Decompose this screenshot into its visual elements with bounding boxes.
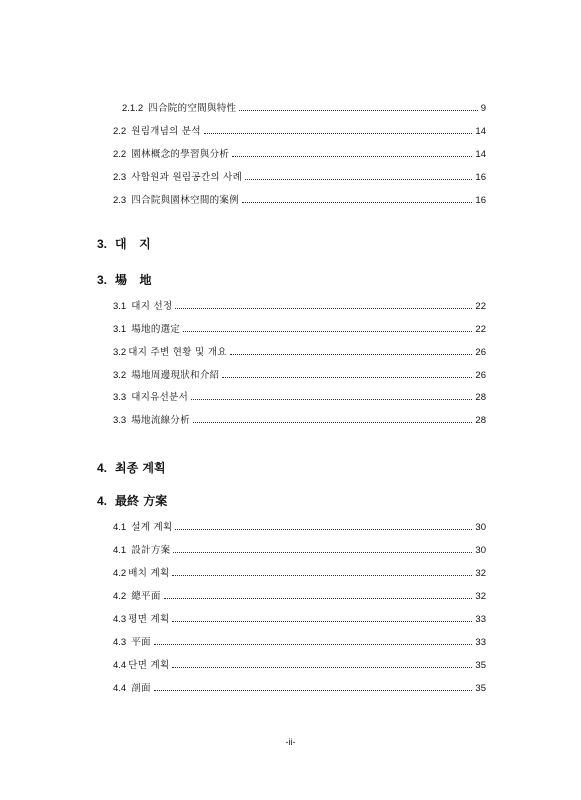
- entry-page: 28: [475, 392, 486, 403]
- toc-entry[interactable]: [113, 300, 486, 313]
- chapter-heading[interactable]: [97, 492, 167, 509]
- toc-entry[interactable]: [113, 682, 486, 695]
- chapter-number: 4.: [97, 461, 108, 475]
- chapter-title: 대 지: [115, 237, 151, 251]
- dot-leader: [175, 300, 472, 309]
- toc-entry[interactable]: [113, 323, 486, 336]
- entry-number: 4.2: [113, 568, 127, 579]
- entry-page: 26: [475, 370, 486, 381]
- chapter-heading[interactable]: [97, 271, 152, 288]
- entry-title: 總平面: [131, 591, 161, 602]
- entry-title: 대지 선정: [131, 301, 173, 312]
- toc-entry[interactable]: [122, 102, 486, 115]
- entry-number: 4.1: [113, 545, 127, 556]
- toc-entry[interactable]: [113, 194, 486, 207]
- dot-leader: [245, 171, 472, 180]
- entry-page: 28: [475, 415, 486, 426]
- chapter-title: 최종 계획: [115, 461, 166, 475]
- entry-title: 園林概念的學習與分析: [131, 149, 230, 160]
- entry-page: 22: [475, 301, 486, 312]
- entry-number: 2.3: [113, 172, 127, 183]
- toc-entry[interactable]: [113, 567, 486, 580]
- dot-leader: [193, 414, 472, 423]
- entry-number: 3.3: [113, 392, 127, 403]
- entry-number: 4.3: [113, 614, 127, 625]
- entry-title: 배치 계획: [128, 568, 170, 579]
- entry-page: 30: [475, 545, 486, 556]
- chapter-number: 3.: [97, 237, 108, 251]
- entry-number: 3.2: [113, 370, 127, 381]
- chapter-title: 場 地: [115, 273, 152, 287]
- chapter-heading[interactable]: [97, 235, 151, 252]
- dot-leader: [239, 102, 477, 111]
- toc-entry[interactable]: [113, 148, 486, 161]
- dot-leader: [164, 590, 473, 599]
- chapter-title: 最終 方案: [115, 494, 168, 508]
- toc-entry[interactable]: [113, 346, 486, 359]
- dot-leader: [175, 521, 472, 530]
- entry-page: 16: [475, 172, 486, 183]
- entry-number: 2.2: [113, 149, 127, 160]
- dot-leader: [204, 125, 473, 134]
- dot-leader: [222, 369, 472, 378]
- entry-page: 33: [475, 614, 486, 625]
- toc-entry[interactable]: [113, 391, 486, 404]
- entry-page: 35: [475, 660, 486, 671]
- entry-page: 16: [475, 195, 486, 206]
- entry-page: 14: [475, 149, 486, 160]
- toc-entry[interactable]: [113, 414, 486, 427]
- page-number: -ii-: [285, 737, 296, 747]
- entry-page: 35: [475, 683, 486, 694]
- dot-leader: [172, 613, 472, 622]
- dot-leader: [173, 544, 472, 553]
- toc-entry[interactable]: [113, 171, 486, 184]
- chapter-number: 3.: [97, 273, 108, 287]
- entry-title: 평면 계획: [128, 614, 170, 625]
- toc-entry[interactable]: [113, 125, 486, 138]
- toc-entry[interactable]: [113, 659, 486, 672]
- entry-page: 33: [475, 637, 486, 648]
- entry-title: 단면 계획: [128, 660, 170, 671]
- entry-title: 場地流線分析: [131, 415, 191, 426]
- entry-title: 대지유선분서: [131, 392, 189, 403]
- entry-number: 3.1: [113, 324, 127, 335]
- entry-page: 26: [475, 347, 486, 358]
- entry-number: 4.4: [113, 683, 127, 694]
- dot-leader: [154, 682, 473, 691]
- entry-title: 設計方案: [131, 545, 171, 556]
- entry-page: 14: [475, 126, 486, 137]
- entry-title: 場地的選定: [131, 324, 181, 335]
- entry-title: 설계 계획: [131, 522, 173, 533]
- entry-title: 平面: [131, 637, 151, 648]
- toc-entry[interactable]: [113, 521, 486, 534]
- toc-entry[interactable]: [113, 369, 486, 382]
- dot-leader: [230, 346, 473, 355]
- toc-entry[interactable]: [113, 613, 486, 626]
- entry-title: 場地周邊現狀和介紹: [131, 370, 220, 381]
- entry-number: 2.3: [113, 195, 127, 206]
- entry-page: 32: [475, 568, 486, 579]
- entry-number: 4.4: [113, 660, 127, 671]
- dot-leader: [172, 659, 472, 668]
- entry-number: 3.2: [113, 347, 127, 358]
- entry-page: 22: [475, 324, 486, 335]
- entry-page: 32: [475, 591, 486, 602]
- dot-leader: [191, 391, 472, 400]
- entry-number: 4.2: [113, 591, 127, 602]
- entry-number: 4.3: [113, 637, 127, 648]
- toc-entry[interactable]: [113, 590, 486, 603]
- entry-title: 원림개념의 분석: [131, 126, 201, 137]
- entry-number: 2.2: [113, 126, 127, 137]
- entry-page: 9: [480, 103, 486, 114]
- entry-number: 2.1.2: [122, 103, 144, 114]
- entry-number: 4.1: [113, 522, 127, 533]
- dot-leader: [154, 636, 473, 645]
- entry-number: 3.3: [113, 415, 127, 426]
- entry-title: 사합원과 원림공간의 사례: [131, 172, 243, 183]
- entry-number: 3.1: [113, 301, 127, 312]
- dot-leader: [232, 148, 472, 157]
- dot-leader: [172, 567, 472, 576]
- entry-title: 四合院的空間與特性: [148, 103, 237, 114]
- dot-leader: [183, 323, 472, 332]
- dot-leader: [242, 194, 472, 203]
- toc-entry[interactable]: [113, 636, 486, 649]
- toc-entry[interactable]: [113, 544, 486, 557]
- chapter-number: 4.: [97, 494, 108, 508]
- entry-title: 四合院與園林空間的案例: [131, 195, 240, 206]
- entry-title: 剖面: [131, 683, 151, 694]
- entry-page: 30: [475, 522, 486, 533]
- chapter-heading[interactable]: [97, 459, 166, 476]
- entry-title: 대지 주변 현황 및 개요: [128, 347, 227, 358]
